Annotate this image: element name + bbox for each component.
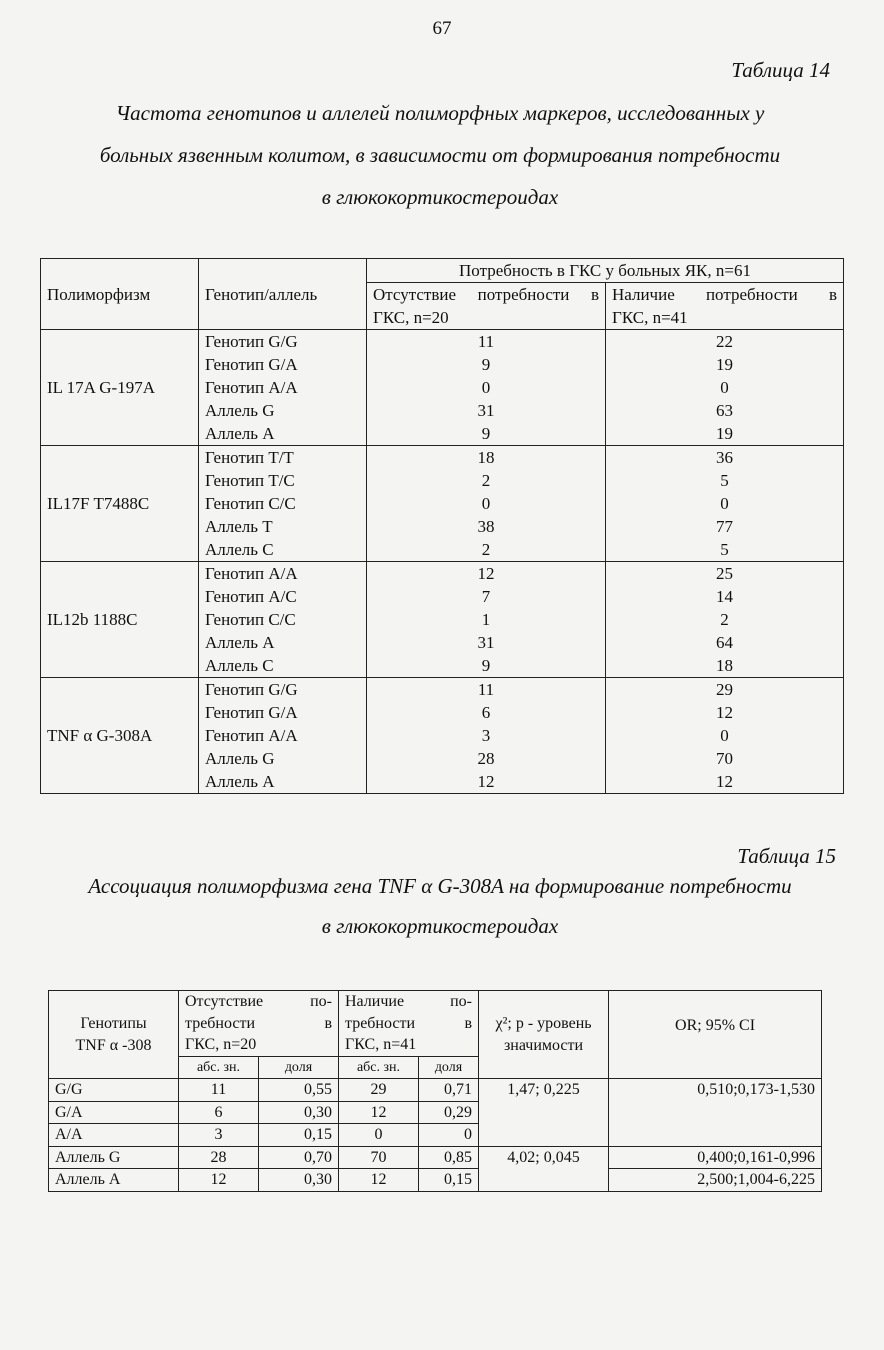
present-value: 0	[720, 494, 729, 513]
absent-value: 31	[477, 401, 495, 420]
t15-genotype-chi: 1,47; 0,225	[479, 1079, 609, 1147]
genotype-label: Аллель A	[205, 633, 275, 652]
t15-abs-present: 0	[339, 1124, 419, 1147]
absent-value: 9	[481, 355, 491, 374]
t15-share-absent: 0,70	[259, 1146, 339, 1169]
t15-share-present: 0,71	[419, 1079, 479, 1102]
absent-value: 6	[481, 703, 491, 722]
t15-header-chi-line: значимости	[503, 1036, 584, 1054]
genotype-label: Аллель G	[205, 401, 275, 420]
present-value: 64	[716, 633, 733, 652]
genotype-label: Аллель C	[205, 656, 274, 675]
t15-row-label: G/G	[49, 1079, 179, 1102]
polymorphism-name: TNF α G-308A	[41, 678, 199, 794]
t15-row-label: G/A	[49, 1101, 179, 1124]
t15-header-absent-line: ГКС, n=20	[185, 1036, 257, 1053]
table-row	[49, 1169, 822, 1192]
table14-title-line: больных язвенным колитом, в зависимости от формирования потребности	[99, 143, 781, 167]
t15-abs-absent: 11	[179, 1079, 259, 1102]
table14-title-line: в глюкокортикостероидах	[321, 185, 559, 209]
present-value: 77	[716, 517, 733, 536]
t15-header-or: OR; 95% CI	[609, 991, 822, 1079]
t15-header-present-line: Наличие по-	[345, 993, 473, 1010]
present-value: 22	[716, 332, 733, 351]
table-row	[41, 330, 844, 446]
header-absent-line: ГКС, n=20	[373, 308, 449, 327]
absent-value: 28	[477, 749, 495, 768]
genotype-label: Генотип A/C	[205, 587, 297, 606]
absent-value-column	[367, 562, 606, 678]
t15-header-absent-line: Отсутствие по-	[185, 993, 332, 1010]
genotype-label-column	[199, 330, 367, 446]
absent-value: 31	[477, 633, 495, 652]
present-value-column	[606, 446, 844, 562]
t15-header-abs: абс. зн.	[179, 1056, 259, 1079]
absent-value: 0	[481, 378, 491, 397]
t15-row-label: Аллель G	[49, 1146, 179, 1169]
t15-row-label: A/A	[49, 1124, 179, 1147]
header-absent	[367, 283, 606, 330]
t15-allele-a-or: 2,500;1,004-6,225	[609, 1169, 822, 1192]
t15-header-abs: абс. зн.	[339, 1056, 419, 1079]
table15	[48, 990, 822, 1192]
absent-value: 11	[477, 332, 495, 351]
t15-share-absent: 0,30	[259, 1101, 339, 1124]
t15-header-chi	[479, 991, 609, 1079]
present-value: 19	[716, 424, 733, 443]
header-present-line: Наличие потребности в	[612, 285, 838, 304]
present-value: 0	[720, 378, 729, 397]
genotype-label: Генотип C/C	[205, 610, 296, 629]
header-present	[606, 283, 844, 330]
table-row	[49, 1146, 822, 1169]
header-polymorphism: Полиморфизм	[41, 259, 199, 330]
genotype-label: Аллель T	[205, 517, 273, 536]
t15-header-present	[339, 991, 479, 1057]
genotype-label: Генотип A/A	[205, 726, 298, 745]
t15-header-share: доля	[419, 1056, 479, 1079]
header-present-line: ГКС, n=41	[612, 308, 688, 327]
present-value: 29	[716, 680, 733, 699]
header-genotype: Генотип/аллель	[199, 259, 367, 330]
table14-label: Таблица 14	[731, 58, 830, 82]
absent-value: 1	[481, 610, 491, 629]
t15-share-present: 0,85	[419, 1146, 479, 1169]
t15-abs-absent: 12	[179, 1169, 259, 1192]
t15-abs-present: 29	[339, 1079, 419, 1102]
t15-header-absent-line: требности в	[185, 1014, 332, 1032]
absent-value: 0	[481, 494, 491, 513]
absent-value: 18	[477, 448, 495, 467]
genotype-label: Генотип A/A	[205, 564, 298, 583]
table-row	[41, 562, 844, 678]
t15-share-present: 0	[419, 1124, 479, 1147]
absent-value: 2	[481, 540, 491, 559]
t15-abs-present: 12	[339, 1101, 419, 1124]
polymorphism-name: IL 17A G-197A	[41, 330, 199, 446]
genotype-label-column	[199, 562, 367, 678]
present-value: 19	[716, 355, 733, 374]
genotype-label: Генотип G/G	[205, 332, 298, 351]
genotype-label: Генотип G/G	[205, 680, 298, 699]
present-value-column	[606, 330, 844, 446]
t15-abs-present: 70	[339, 1146, 419, 1169]
t15-genotype-or: 0,510;0,173-1,530	[609, 1079, 822, 1147]
genotype-label: Аллель G	[205, 749, 275, 768]
present-value: 18	[716, 656, 733, 675]
present-value: 25	[716, 564, 733, 583]
polymorphism-name: IL17F T7488C	[41, 446, 199, 562]
table15-title-line: в глюкокортикостероидах	[321, 914, 559, 938]
t15-share-absent: 0,15	[259, 1124, 339, 1147]
t15-abs-absent: 6	[179, 1101, 259, 1124]
present-value: 12	[716, 772, 733, 791]
header-need-group: Потребность в ГКС у больных ЯК, n=61	[367, 259, 844, 283]
t15-allele-chi: 4,02; 0,045	[479, 1146, 609, 1191]
absent-value-column	[367, 446, 606, 562]
t15-header-chi-line: χ²; р - уровень	[495, 1015, 592, 1032]
present-value: 36	[716, 448, 733, 467]
absent-value: 7	[481, 587, 491, 606]
genotype-label: Генотип T/C	[205, 471, 295, 490]
t15-header-genotypes-line: TNF α -308	[75, 1036, 152, 1054]
t15-abs-absent: 28	[179, 1146, 259, 1169]
absent-value-column	[367, 330, 606, 446]
t15-header-share: доля	[259, 1056, 339, 1079]
present-value-column	[606, 678, 844, 794]
genotype-label-column	[199, 446, 367, 562]
present-value: 14	[716, 587, 733, 606]
genotype-label: Аллель C	[205, 540, 274, 559]
absent-value: 3	[481, 726, 491, 745]
table-row	[41, 678, 844, 794]
table15-title-line: Ассоциация полиморфизма гена TNF α G-308A на формирование потребности	[88, 874, 792, 898]
present-value: 63	[716, 401, 733, 420]
table15-title	[40, 866, 840, 946]
t15-abs-present: 12	[339, 1169, 419, 1192]
table15-label: Таблица 15	[737, 844, 836, 868]
t15-row-label: Аллель A	[49, 1169, 179, 1192]
absent-value: 11	[477, 680, 495, 699]
present-value: 0	[720, 726, 729, 745]
table-row	[41, 446, 844, 562]
polymorphism-name: IL12b 1188C	[41, 562, 199, 678]
t15-header-absent	[179, 991, 339, 1057]
present-value-column	[606, 562, 844, 678]
present-value: 5	[720, 540, 729, 559]
table14-title-line: Частота генотипов и аллелей полиморфных маркеров, исследованных у	[115, 101, 765, 125]
t15-header-genotypes-line: Генотипы	[80, 1015, 147, 1032]
t15-share-absent: 0,30	[259, 1169, 339, 1192]
genotype-label: Генотип A/A	[205, 378, 298, 397]
absent-value: 12	[477, 772, 495, 791]
genotype-label: Аллель A	[205, 424, 275, 443]
t15-share-absent: 0,55	[259, 1079, 339, 1102]
present-value: 70	[716, 749, 733, 768]
t15-abs-absent: 3	[179, 1124, 259, 1147]
present-value: 5	[720, 471, 729, 490]
genotype-label: Аллель A	[205, 772, 275, 791]
absent-value: 12	[477, 564, 495, 583]
genotype-label: Генотип G/A	[205, 355, 298, 374]
table14-title	[40, 92, 840, 218]
page-number: 67	[432, 18, 452, 39]
genotype-label: Генотип T/T	[205, 448, 294, 467]
t15-header-genotypes	[49, 991, 179, 1079]
genotype-label-column	[199, 678, 367, 794]
absent-value: 9	[481, 424, 491, 443]
table14	[40, 258, 844, 794]
t15-share-present: 0,15	[419, 1169, 479, 1192]
present-value: 2	[720, 610, 729, 629]
t15-share-present: 0,29	[419, 1101, 479, 1124]
genotype-label: Генотип G/A	[205, 703, 298, 722]
absent-value: 9	[481, 656, 491, 675]
table-row	[49, 1079, 822, 1102]
absent-value-column	[367, 678, 606, 794]
genotype-label: Генотип C/C	[205, 494, 296, 513]
absent-value: 38	[477, 517, 495, 536]
present-value: 12	[716, 703, 733, 722]
t15-header-present-line: ГКС, n=41	[345, 1036, 417, 1053]
t15-header-present-line: требности в	[345, 1014, 473, 1032]
header-absent-line: Отсутствие потребности в	[373, 285, 599, 304]
absent-value: 2	[481, 471, 491, 490]
t15-allele-g-or: 0,400;0,161-0,996	[609, 1146, 822, 1169]
